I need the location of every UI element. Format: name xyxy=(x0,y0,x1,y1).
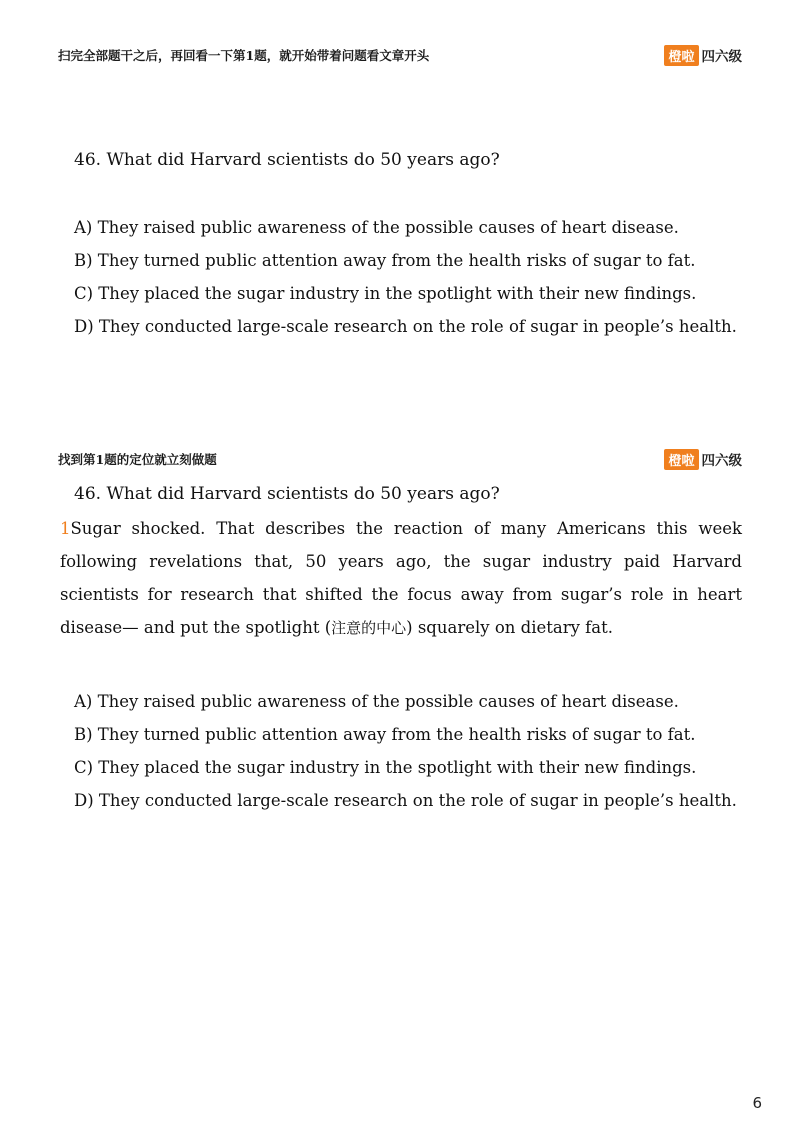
brand-logo xyxy=(664,45,742,66)
passage-text-end: ) squarely on dietary fat. xyxy=(406,618,613,637)
header-instruction: 扫完全部题干之后，再回看一下第1题，就开始带着问题看文章开头 xyxy=(58,48,430,63)
question-title: 46. What did Harvard scientists do 50 years ago? xyxy=(74,484,500,504)
question-title: 46. What did Harvard scientists do 50 years ago? xyxy=(74,150,500,170)
option-d: D) They conducted large-scale research on the role of sugar in people’s health. xyxy=(74,791,737,810)
option-a: A) They raised public awareness of the possible causes of heart disease. xyxy=(74,692,679,711)
option-c: C) They placed the sugar industry in the spotlight with their new findings. xyxy=(74,284,697,303)
chinese-gloss: 注意的中心 xyxy=(331,619,407,637)
option-b: B) They turned public attention away from the health risks of sugar to fat. xyxy=(74,251,696,270)
section-1-question-block xyxy=(60,150,742,170)
header-instruction: 找到第1题的定位就立刻做题 xyxy=(58,452,217,467)
brand-badge: 橙啦 xyxy=(664,449,698,470)
option-a: A) They raised public awareness of the possible causes of heart disease. xyxy=(74,218,679,237)
passage-block xyxy=(60,512,742,645)
section-2-options xyxy=(60,685,756,817)
brand-text: 四六级 xyxy=(701,49,742,65)
brand-text: 四六级 xyxy=(701,453,742,469)
option-c: C) They placed the sugar industry in the spotlight with their new findings. xyxy=(74,758,697,777)
brand-logo xyxy=(664,449,742,470)
option-b: B) They turned public attention away from the health risks of sugar to fat. xyxy=(74,725,696,744)
paragraph-marker: 1 xyxy=(60,519,71,538)
section-2-question-block xyxy=(60,484,742,504)
option-d: D) They conducted large-scale research on the role of sugar in people’s health. xyxy=(74,317,737,336)
passage-paragraph xyxy=(60,512,742,645)
brand-badge: 橙啦 xyxy=(664,45,698,66)
section-1-header xyxy=(58,44,742,66)
passage-text: Sugar shocked. That describes the reaction of many Americans this week following revelations that, 50 years ago, the sugar industry paid Harvard scientists for research that shifted the focus away from sugar’s role in heart disease— and put the spotlight ( xyxy=(60,519,742,637)
section-1-options xyxy=(60,211,756,343)
section-2-header xyxy=(58,448,742,470)
page-number: 6 xyxy=(752,1094,762,1112)
